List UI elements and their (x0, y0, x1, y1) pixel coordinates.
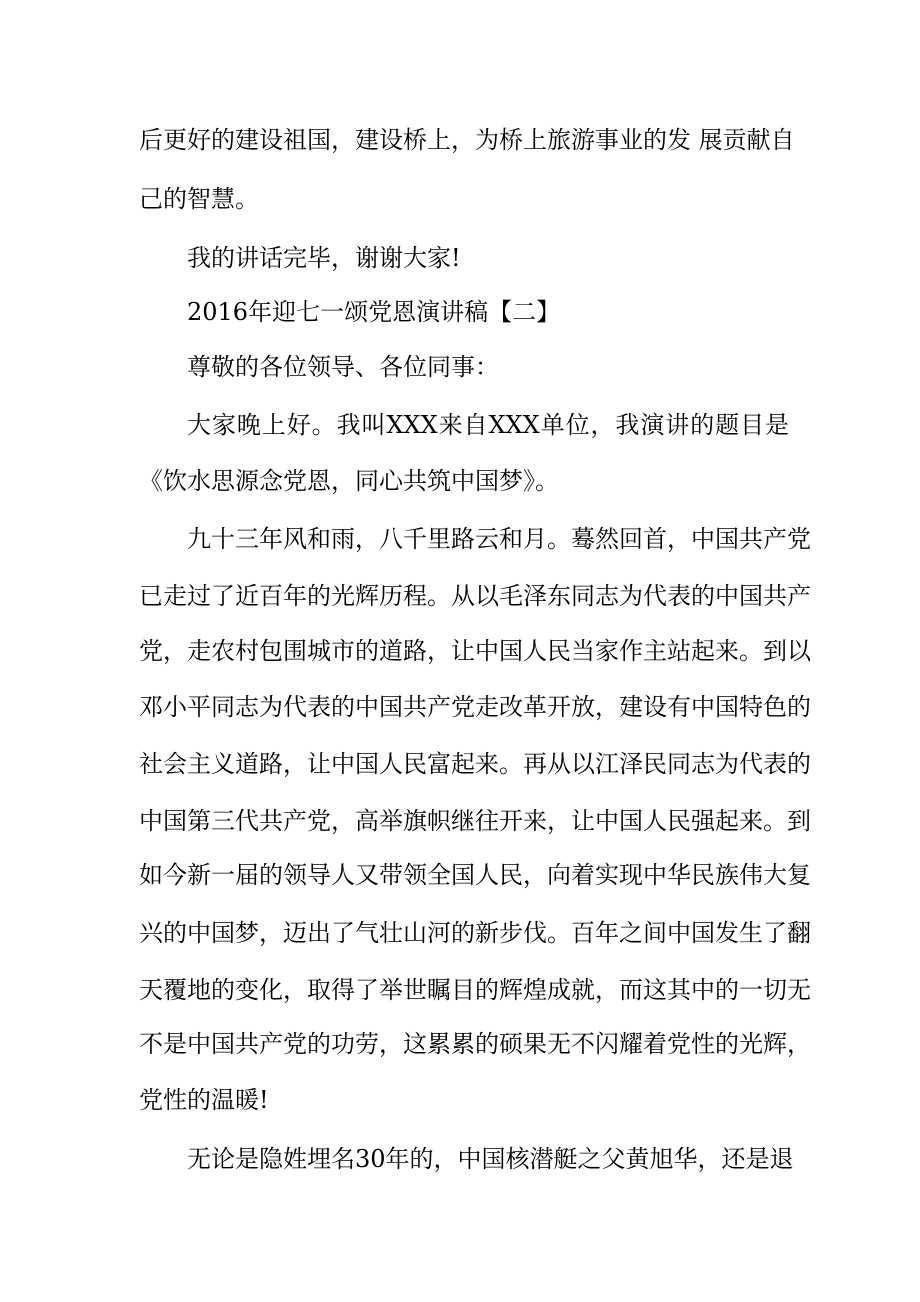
text-line: 后更好的建设祖国，建设桥上，为桥上旅游事业的发 展贡献自 (139, 126, 795, 154)
text-line: 我的讲话完毕，谢谢大家! (187, 244, 461, 272)
text-line: 已走过了近百年的光辉历程。从以毛泽东同志为代表的中国共产 (139, 582, 811, 610)
text-line: 尊敬的各位领导、各位同事： (187, 353, 499, 381)
text-line: 兴的中国梦，迈出了气壮山河的新步伐。百年之间中国发生了翻 (139, 919, 811, 947)
text-line: 九十三年风和雨，八千里路云和月。蓦然回首，中国共产党 (187, 525, 811, 553)
text-line: 社会主义道路，让中国人民富起来。再从以江泽民同志为代表的 (139, 750, 811, 778)
text-line: 中国第三代共产党，高举旗帜继往开来，让中国人民强起来。到 (139, 807, 811, 835)
text-line: 党，走农村包围城市的道路，让中国人民当家作主站起来。到以 (139, 637, 811, 665)
text-line: 大家晚上好。我叫XXX来自XXX单位，我演讲的题目是 (187, 411, 789, 439)
text-line: 不是中国共产党的功劳，这累累的硕果无不闪耀着党性的光辉， (139, 1030, 811, 1058)
text-line: 无论是隐姓埋名30年的，中国核潜艇之父黄旭华，还是退 (187, 1145, 794, 1173)
text-line: 《饮水思源念党恩，同心共筑中国梦》。 (139, 467, 559, 495)
section-heading: 2016年迎七一颂党恩演讲稿【二】 (187, 298, 561, 326)
text-line: 己的智慧。 (139, 185, 259, 213)
text-line: 党性的温暖! (139, 1086, 269, 1114)
text-line: 天覆地的变化，取得了举世瞩目的辉煌成就，而这其中的一切无 (139, 976, 811, 1004)
text-line: 邓小平同志为代表的中国共产党走改革开放，建设有中国特色的 (139, 693, 811, 721)
text-line: 如今新一届的领导人又带领全国人民，向着实现中华民族伟大复 (139, 861, 811, 889)
